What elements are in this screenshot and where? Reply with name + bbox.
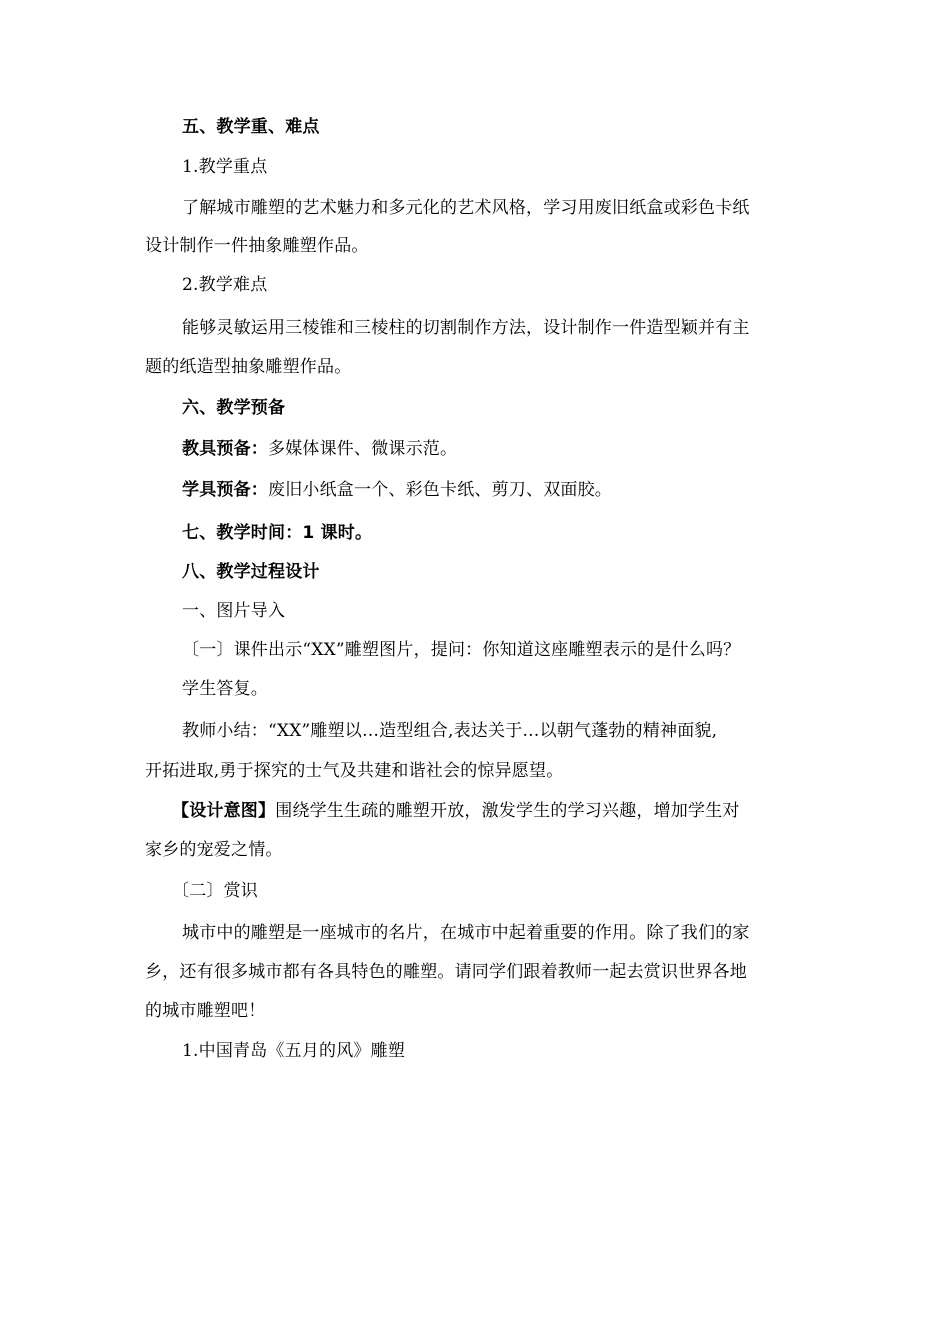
question-line: 〔一〕课件出示“XX”雕塑图片，提问：你知道这座雕塑表示的是什么吗？: [182, 640, 741, 660]
teacher-summary-line2: 开拓进取,勇于探究的士气及共建和谐社会的惊异愿望。: [145, 761, 564, 781]
design-intent-line2: 家乡的宠爱之情。: [145, 840, 283, 860]
student-materials-label: 学具预备：: [182, 480, 268, 500]
design-intent-text: 围绕学生生疏的雕塑开放，激发学生的学习兴趣，增加学生对: [275, 801, 740, 821]
section-5-heading: 五、教学重、难点: [182, 117, 320, 137]
paragraph-key-points-line2: 设计制作一件抽象雕塑作品。: [145, 236, 369, 256]
teacher-summary-line1: 教师小结：“XX”雕塑以…造型组合,表达关于…以朝气蓬勃的精神面貌,: [182, 721, 718, 741]
paragraph-difficulties-line2: 题的纸造型抽象雕塑作品。: [145, 357, 352, 377]
subheading-difficulties: 2.教学难点: [182, 275, 268, 295]
appreciation-paragraph-line1: 城市中的雕塑是一座城市的名片，在城市中起着重要的作用。除了我们的家: [182, 923, 750, 943]
section-6-heading: 六、教学预备: [182, 398, 286, 418]
part-1-heading: 一、图片导入: [182, 601, 286, 621]
subheading-key-points: 1.教学重点: [182, 157, 268, 177]
section-8-heading: 八、教学过程设计: [182, 562, 320, 582]
section-7-heading: 七、教学时间：1 课时。: [182, 523, 373, 543]
teacher-materials-text: 多媒体课件、微课示范。: [268, 439, 458, 459]
appreciation-paragraph-line2: 乡，还有很多城市都有各具特色的雕塑。请同学们跟着教师一起去赏识世界各地: [145, 962, 747, 982]
teacher-materials-label: 教具预备：: [182, 439, 268, 459]
student-materials-text: 废旧小纸盒一个、彩色卡纸、剪刀、双面胶。: [268, 480, 612, 500]
sculpture-item-1: 1.中国青岛《五月的风》雕塑: [182, 1041, 406, 1061]
paragraph-key-points-line1: 了解城市雕塑的艺术魅力和多元化的艺术风格，学习用废旧纸盒或彩色卡纸: [182, 198, 750, 218]
design-intent-line1: [172, 799, 740, 823]
paragraph-difficulties-line1: 能够灵敏运用三棱锥和三棱柱的切割制作方法，设计制作一件造型颖并有主: [182, 318, 750, 338]
part-2-heading: 〔二〕赏识: [172, 881, 258, 901]
student-materials: [182, 478, 612, 502]
appreciation-paragraph-line3: 的城市雕塑吧！: [145, 1001, 266, 1021]
design-intent-label: 【设计意图】: [172, 801, 276, 821]
student-answer: 学生答复。: [182, 679, 268, 699]
teacher-materials: [182, 437, 457, 461]
